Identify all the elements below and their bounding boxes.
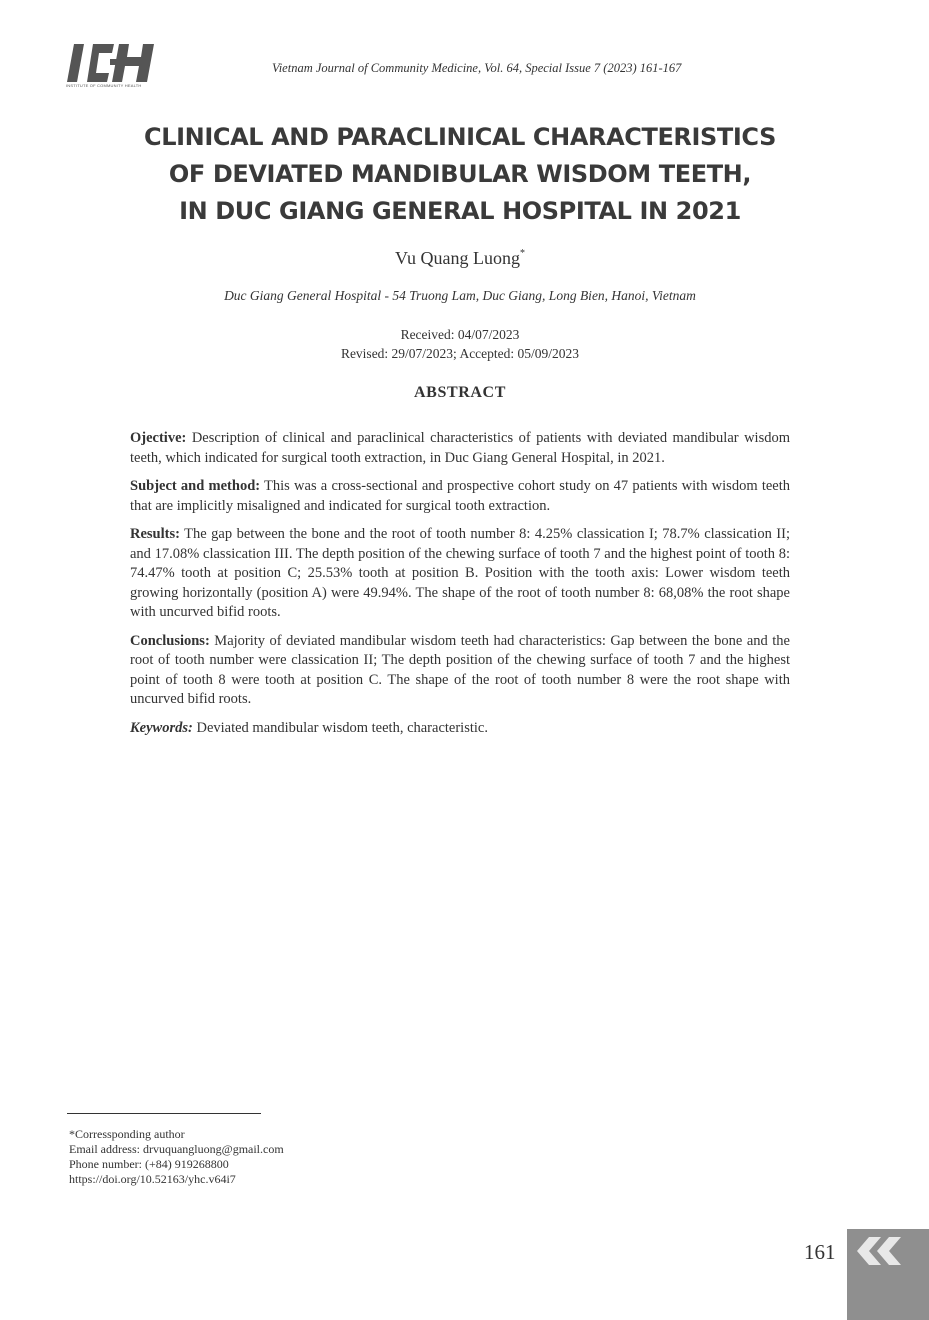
conclusions-paragraph (130, 632, 790, 710)
results-text: The gap between the bone and the root of tooth number 8: 4.25% classication I; 78.7% classication II; and 17.08% classication III. The depth position of the chewing surface of tooth 7 and the highest point of tooth 8: 74.47% tooth at position C; 25.53% tooth at position B. Position with the tooth axis: Lower wisdom teeth growing horizontally (position A) were 49.94%. The shape of the root of tooth number 8: 68,08% the root shape with uncurved bifid roots. (130, 526, 790, 620)
keywords-paragraph (130, 719, 790, 739)
footnote-divider (67, 1113, 261, 1114)
doi-link[interactable]: https://doi.org/10.52163/yhc.v64i7 (69, 1172, 236, 1186)
journal-header: Vietnam Journal of Community Medicine, Vol. 64, Special Issue 7 (2023) 161-167 (272, 61, 682, 75)
author-mark: * (519, 248, 525, 259)
title-line: CLINICAL AND PARACLINICAL CHARACTERISTICS (144, 123, 776, 151)
method-paragraph (130, 477, 790, 516)
logo-subtitle: INSTITUTE OF COMMUNITY HEALTH (66, 83, 142, 88)
journal-logo (66, 44, 160, 92)
received-date: Received: 04/07/2023 (400, 327, 520, 342)
page-tab (847, 1229, 929, 1320)
email-address: Email address: drvuquangluong@gmail.com (69, 1142, 284, 1156)
corresponding-author: *Corressponding author (69, 1127, 185, 1141)
results-label: Results: (130, 526, 180, 542)
paper-title (100, 119, 820, 230)
footnote (69, 1127, 284, 1187)
objective-text: Description of clinical and paraclinical characteristics of patients with deviated mandibular wisdom teeth, which indicated for surgical tooth extraction, in Duc Giang General Hospital, in 2021. (130, 430, 790, 466)
author-name: Vu Quang Luong (395, 248, 520, 268)
abstract-heading: ABSTRACT (414, 384, 506, 401)
conclusions-text: Majority of deviated mandibular wisdom teeth had characteristics: Gap between the bone and the root of tooth number were classication II; The depth position of the chewing surface of tooth 7 and the highest point of tooth 8 were tooth at position C. The shape of the root of tooth number 8 were the root shape with uncurved bifid roots. (130, 632, 790, 707)
conclusions-label: Conclusions: (130, 632, 210, 649)
revised-accepted-date: Revised: 29/07/2023; Accepted: 05/09/2023 (340, 346, 580, 361)
objective-label: Ojective: (130, 430, 187, 446)
keywords-text: Deviated mandibular wisdom teeth, characteristic. (192, 719, 488, 736)
method-text: This was a cross-sectional and prospective cohort study on 47 patients with wisdom teeth that are implicitly misaligned and indicated for surgical tooth extraction. (130, 478, 790, 514)
keywords-label: Keywords: (130, 719, 193, 736)
author (0, 248, 920, 269)
objective-paragraph (130, 429, 790, 468)
page-number: 161 (804, 1240, 836, 1264)
method-label: Subject and method: (130, 478, 261, 494)
affiliation: Duc Giang General Hospital - 54 Truong Lam, Duc Giang, Long Bien, Hanoi, Vietnam (224, 288, 696, 303)
double-chevron-left-icon (847, 1229, 929, 1279)
dates (0, 325, 920, 363)
ich-logo-icon (66, 44, 160, 82)
title-line: OF DEVIATED MANDIBULAR WISDOM TEETH, (168, 160, 752, 188)
phone-number: Phone number: (+84) 919268800 (69, 1157, 229, 1171)
title-line: IN DUC GIANG GENERAL HOSPITAL IN 2021 (179, 197, 741, 225)
abstract-body (130, 429, 790, 747)
results-paragraph (130, 525, 790, 623)
